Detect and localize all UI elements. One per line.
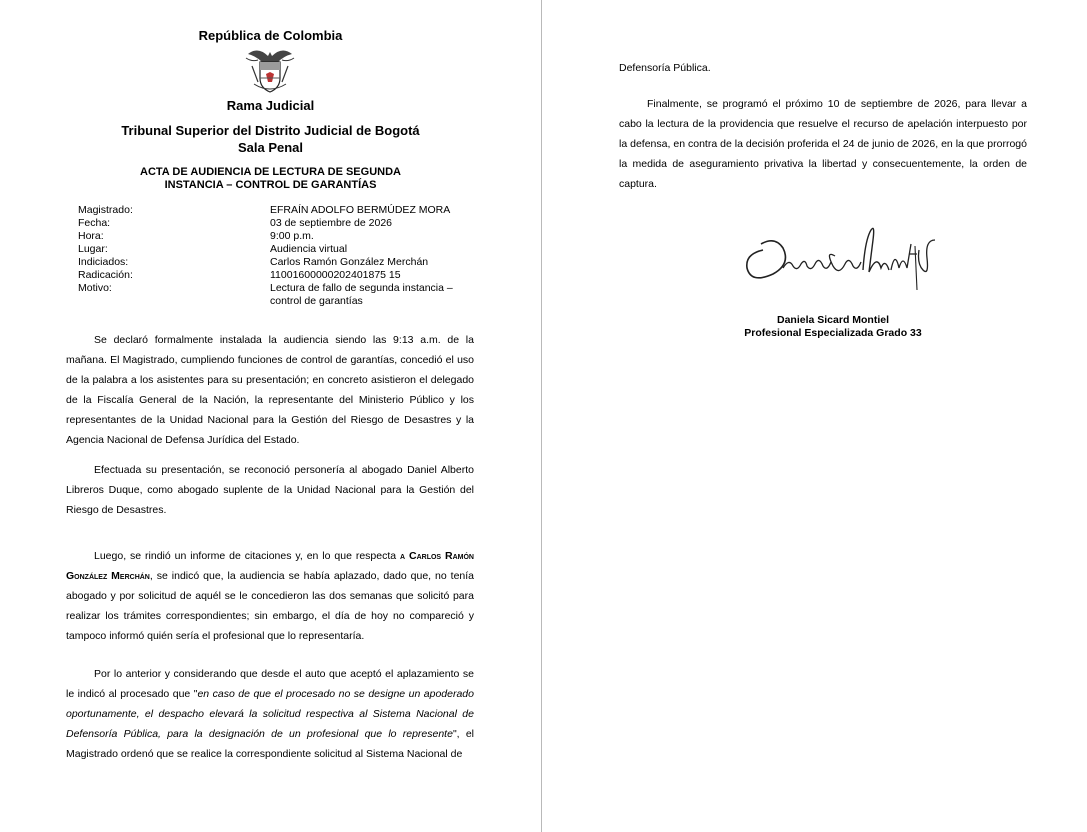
country-heading: República de Colombia [198, 28, 343, 43]
chamber-name: Sala Penal [237, 140, 304, 155]
defendant-name: a Carlos Ramón González Merchán [66, 550, 474, 582]
signer-block [663, 314, 1003, 340]
meta-row: Fecha: 03 de septiembre de 2026 [78, 217, 393, 229]
tribunal-name: Tribunal Superior del Distrito Judicial de Bogotá [121, 123, 420, 138]
tribunal-heading [0, 122, 541, 156]
meta-row: Indiciados: Carlos Ramón González Merchán [78, 256, 429, 268]
acta-title [0, 166, 541, 192]
paragraph-schedule: Finalmente, se programó el próximo 10 de septiembre de 2026, para llevar a cabo la lectura de la providencia que resuelve el recurso de apelación interpuesto por la defensa, en contra de la decisión proferida el 24 de junio de 2026, en la que prorrogó la medida de aseguramiento privativa la libertad y consecuentemente, la orden de captura. [619, 98, 1027, 190]
handwritten-signature [739, 210, 939, 300]
continuation-text: Defensoría Pública. [619, 62, 711, 74]
hearing-metadata [78, 204, 470, 308]
page-divider [541, 0, 542, 832]
signer-title: Profesional Especializada Grado 33 [744, 327, 922, 339]
meta-row: Motivo: Lectura de fallo de segunda instancia – control de garantías [78, 282, 453, 307]
paragraph-installation: Se declaró formalmente instalada la audiencia siendo las 9:13 a.m. de la mañana. El Magistrado, cumpliendo funciones de control de garantías, concedió el uso de la palabra a los asistentes para su presentación; en concreto asistieron el delegado de la Fiscalía General de la Nación, la representante del Ministerio Público y los representantes de la Unidad Nacional para la Gestión del Riesgo de Desastres y la Agencia Nacional de Defensa Jurídica del Estado. [66, 334, 474, 446]
branch-heading: Rama Judicial [226, 98, 315, 113]
signer-name: Daniela Sicard Montiel [776, 314, 890, 326]
meta-row: Radicación: 11001600000202401875 15 [78, 269, 401, 281]
paragraph-citations: Luego, se rindió un informe de citaciones y, en lo que respecta a Carlos Ramón González Merchán, se indicó que, la audiencia se había aplazado, dado que, no tenía abogado y por solicitud de aquél se le concedieron las dos semanas que solicitó para realizar los trámites correspondientes; sin embargo, el día de hoy no compareció y tampoco informó quién sería el profesional que lo representaría. [66, 550, 475, 642]
document-page-right [543, 0, 1087, 832]
meta-row: Lugar: Audiencia virtual [78, 243, 348, 255]
document-page-left [0, 0, 541, 832]
quoted-order: en caso de que el procesado no se designe un apoderado oportunamente, el despacho elevará la solicitud respectiva al Sistema Nacional de Defensoría Pública, para la designación de un profesional que lo represente [66, 688, 474, 740]
acta-title-line-1: ACTA DE AUDIENCIA DE LECTURA DE SEGUNDA [140, 166, 401, 178]
meta-row: Hora: 9:00 p.m. [78, 230, 314, 242]
paragraph-recognition: Efectuada su presentación, se reconoció personería al abogado Daniel Alberto Libreros Duque, como abogado suplente de la Unidad Nacional para la Gestión del Riesgo de Desastres. [66, 464, 474, 516]
paragraph-order: Por lo anterior y considerando que desde el auto que aceptó el aplazamiento se le indicó al procesado que "en caso de que el procesado no se designe un apoderado oportunamente, el despacho elevará la solicitud respectiva al Sistema Nacional de Defensoría Pública, para la designación de un profesional que lo represente", el Magistrado ordenó que se realice la correspondiente solicitud al Sistema Nacional de [66, 668, 475, 760]
coat-of-arms-icon [244, 44, 296, 96]
meta-row: Magistrado: EFRAÍN ADOLFO BERMÚDEZ MORA [78, 204, 451, 216]
acta-title-line-2: INSTANCIA – CONTROL DE GARANTÍAS [164, 179, 377, 191]
